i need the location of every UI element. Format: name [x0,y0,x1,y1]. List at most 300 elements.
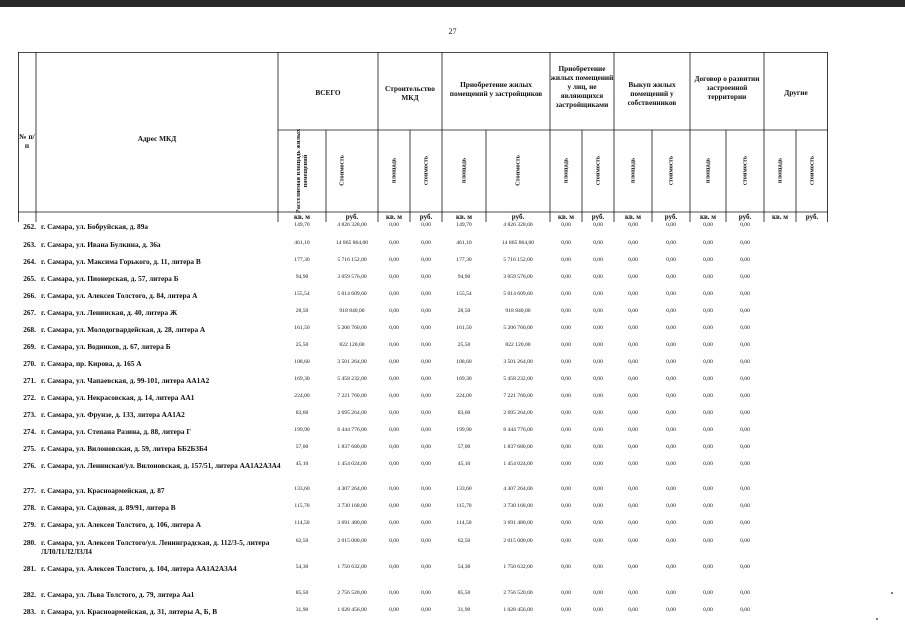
cell-territory-cost: 0,00 [740,486,750,492]
row-number: 274. [23,427,36,436]
cell-territory-area: 0,00 [703,308,713,314]
cell-territory-area: 0,00 [703,486,713,492]
row-number: 263. [23,240,36,249]
cell-nondeveloper-cost: 0,00 [593,520,603,526]
unit-construction-cost: руб. [419,213,433,221]
cell-buyout-cost: 0,00 [666,376,676,382]
cell-territory-cost: 0,00 [740,325,750,331]
cell-buyout-area: 0,00 [628,291,638,297]
cell-territory-area: 0,00 [703,325,713,331]
cell-developer-cost: 1 837 680,00 [503,444,533,450]
cell-total-cost: 3 059 576,00 [337,274,367,280]
cell-total-area: 114,50 [294,520,310,526]
cell-developer-cost: 2 756 520,00 [503,590,533,596]
cell-territory-cost: 0,00 [740,538,750,544]
header-num: № п/п [19,132,35,150]
cell-total-area: 85,50 [295,590,309,596]
scan-speck [876,618,878,620]
cell-buyout-area: 0,00 [628,461,638,467]
cell-total-area: 94,90 [295,274,309,280]
cell-buyout-area: 0,00 [628,240,638,246]
subheader-developer-area: площадь [460,157,468,184]
cell-buyout-cost: 0,00 [666,427,676,433]
cell-developer-area: 199,90 [456,427,472,433]
cell-construction-area: 0,00 [389,538,399,544]
cell-nondeveloper-cost: 0,00 [593,325,603,331]
unit-territory-area: кв. м [699,213,717,221]
cell-developer-area: 57,00 [457,444,471,450]
cell-construction-area: 0,00 [389,607,399,613]
cell-total-cost: 5 458 232,00 [337,376,367,382]
cell-nondeveloper-cost: 0,00 [593,427,603,433]
subheader-nondeveloper-area: площадь [562,157,570,184]
cell-nondeveloper-area: 0,00 [561,461,571,467]
row-address: г. Самара, ул. Бобруйская, д. 89а [41,222,148,231]
cell-total-area: 28,50 [295,308,309,314]
cell-buyout-cost: 0,00 [666,503,676,509]
row-address: г. Самара, ул. Красноармейская, д. 87 [41,486,165,495]
row-address: г. Самара, ул. Некрасовская, д. 14, литера АА1 [41,393,195,402]
header-address: Адрес МКД [137,134,177,143]
cell-buyout-cost: 0,00 [666,291,676,297]
cell-total-area: 83,60 [295,410,309,416]
cell-territory-cost: 0,00 [740,427,750,433]
cell-developer-cost: 6 444 776,00 [503,427,533,433]
cell-buyout-area: 0,00 [628,444,638,450]
cell-buyout-area: 0,00 [628,342,638,348]
cell-nondeveloper-cost: 0,00 [593,538,603,544]
cell-developer-area: 45,10 [457,461,471,467]
cell-total-area: 149,70 [294,222,310,228]
row-address: г. Самара, ул. Алексея Толстого, д. 104, литера АА1А2А3А4 [41,564,237,573]
cell-developer-area: 94,90 [457,274,471,280]
cell-buyout-cost: 0,00 [666,240,676,246]
cell-construction-area: 0,00 [389,564,399,570]
row-number: 267. [23,308,36,317]
cell-buyout-cost: 0,00 [666,486,676,492]
cell-nondeveloper-area: 0,00 [561,222,571,228]
cell-nondeveloper-cost: 0,00 [593,607,603,613]
cell-territory-cost: 0,00 [740,503,750,509]
cell-territory-cost: 0,00 [740,410,750,416]
subheader-territory-cost: стоимость [741,155,749,186]
cell-nondeveloper-cost: 0,00 [593,240,603,246]
cell-nondeveloper-area: 0,00 [561,538,571,544]
cell-construction-area: 0,00 [389,325,399,331]
cell-total-area: 177,30 [294,257,310,263]
cell-buyout-cost: 0,00 [666,520,676,526]
cell-construction-cost: 0,00 [421,607,431,613]
cell-buyout-cost: 0,00 [666,461,676,467]
row-address: г. Самара, ул. Красноармейская, д. 31, литеры А, Б, В [41,607,218,616]
cell-territory-cost: 0,00 [740,590,750,596]
row-number: 282. [23,590,36,599]
cell-total-area: 133,60 [294,486,310,492]
cell-territory-area: 0,00 [703,503,713,509]
cell-total-cost: 918 840,00 [339,308,365,314]
cell-developer-cost: 3 501 264,00 [503,359,533,365]
row-number: 269. [23,342,36,351]
cell-construction-area: 0,00 [389,257,399,263]
cell-nondeveloper-cost: 0,00 [593,274,603,280]
cell-construction-cost: 0,00 [421,240,431,246]
cell-developer-cost: 2 695 264,00 [503,410,533,416]
scan-top-border [0,0,905,7]
cell-nondeveloper-area: 0,00 [561,427,571,433]
cell-construction-area: 0,00 [389,274,399,280]
unit-territory-cost: руб. [738,213,752,221]
cell-buyout-cost: 0,00 [666,257,676,263]
cell-total-area: 155,54 [294,291,310,297]
cell-territory-area: 0,00 [703,410,713,416]
cell-nondeveloper-area: 0,00 [561,444,571,450]
cell-developer-cost: 3 691 480,00 [503,520,533,526]
cell-total-area: 224,00 [294,393,310,399]
cell-developer-area: 83,60 [457,410,471,416]
cell-developer-cost: 1 028 456,00 [503,607,533,613]
cell-construction-area: 0,00 [389,222,399,228]
cell-construction-area: 0,00 [389,461,399,467]
row-number: 272. [23,393,36,402]
row-number: 266. [23,291,36,300]
cell-developer-area: 54,30 [457,564,471,570]
row-address: г. Самара, ул. Ивана Булкина, д. 36а [41,240,161,249]
cell-buyout-cost: 0,00 [666,342,676,348]
cell-total-cost: 4 826 328,00 [337,222,367,228]
cell-construction-area: 0,00 [389,359,399,365]
cell-construction-area: 0,00 [389,308,399,314]
page-number: 27 [448,27,457,36]
cell-total-cost: 4 307 264,00 [337,486,367,492]
cell-buyout-area: 0,00 [628,486,638,492]
cell-buyout-area: 0,00 [628,564,638,570]
row-address: г. Самара, ул. Алексея Толстого/ул. Ленинградская, д. 112/3-5, литера ЛЛ0Л1Л2Л3Л4 [41,538,270,556]
cell-construction-area: 0,00 [389,444,399,450]
cell-developer-area: 115,70 [456,503,472,509]
cell-total-cost: 5 206 760,00 [337,325,367,331]
cell-buyout-area: 0,00 [628,325,638,331]
subheader-territory-area: площадь [704,157,712,184]
cell-construction-cost: 0,00 [421,538,431,544]
group-buyout: Выкуп жилых помещений у собственников [627,80,677,107]
cell-developer-area: 31,90 [457,607,471,613]
cell-nondeveloper-cost: 0,00 [593,393,603,399]
cell-buyout-cost: 0,00 [666,410,676,416]
cell-total-cost: 5 014 609,60 [337,291,367,297]
row-number: 280. [23,538,36,547]
cell-construction-cost: 0,00 [421,342,431,348]
unit-nondeveloper-area: кв. м [557,213,575,221]
cell-total-cost: 1 837 680,00 [337,444,367,450]
cell-construction-cost: 0,00 [421,291,431,297]
cell-total-cost: 7 221 760,00 [337,393,367,399]
cell-total-cost: 3 691 480,00 [337,520,367,526]
unit-developer-cost: руб. [511,213,525,221]
row-address: г. Самара, ул. Водников, д. 67, литера Б [41,342,171,351]
cell-buyout-cost: 0,00 [666,325,676,331]
cell-nondeveloper-area: 0,00 [561,257,571,263]
cell-construction-cost: 0,00 [421,444,431,450]
cell-total-cost: 2 015 000,00 [337,538,367,544]
cell-construction-cost: 0,00 [421,393,431,399]
subheader-total-cost: Стоимость [338,155,346,186]
row-address: г. Самара, ул. Вилоновская, д. 59, литера ББ2Б3Б4 [41,444,208,453]
cell-construction-cost: 0,00 [421,461,431,467]
row-address: г. Самара, ул. Степана Разина, д. 88, литера Г [41,427,192,436]
row-number: 278. [23,503,36,512]
cell-total-area: 108,60 [294,359,310,365]
cell-nondeveloper-area: 0,00 [561,325,571,331]
cell-developer-area: 133,60 [456,486,472,492]
cell-territory-cost: 0,00 [740,376,750,382]
cell-territory-cost: 0,00 [740,274,750,280]
unit-total-area: кв. м [293,213,311,221]
cell-territory-cost: 0,00 [740,564,750,570]
table-header [18,52,828,222]
cell-nondeveloper-cost: 0,00 [593,590,603,596]
cell-nondeveloper-cost: 0,00 [593,342,603,348]
row-number: 279. [23,520,36,529]
cell-territory-area: 0,00 [703,240,713,246]
cell-developer-area: 169,30 [456,376,472,382]
row-address: г. Самара, ул. Молодогвардейская, д. 28, литера А [41,325,206,334]
row-address: г. Самара, ул. Чапаевская, д. 99-101, литера АА1А2 [41,376,210,385]
cell-nondeveloper-cost: 0,00 [593,444,603,450]
cell-developer-cost: 5 014 609,60 [503,291,533,297]
cell-nondeveloper-area: 0,00 [561,274,571,280]
cell-territory-cost: 0,00 [740,393,750,399]
cell-total-cost: 2 695 264,00 [337,410,367,416]
unit-developer-area: кв. м [455,213,473,221]
cell-developer-cost: 1 750 632,00 [503,564,533,570]
scan-speck [891,592,893,594]
group-nondeveloper-purchase: Приобретение жилых помещений у лиц, не являющихся застройщиками [550,64,614,109]
cell-developer-area: 62,50 [457,538,471,544]
unit-buyout-area: кв. м [624,213,642,221]
cell-developer-cost: 5 716 152,00 [503,257,533,263]
cell-construction-cost: 0,00 [421,486,431,492]
cell-territory-area: 0,00 [703,376,713,382]
cell-buyout-area: 0,00 [628,538,638,544]
cell-total-cost: 2 756 520,00 [337,590,367,596]
cell-construction-cost: 0,00 [421,590,431,596]
cell-construction-cost: 0,00 [421,376,431,382]
cell-developer-cost: 3 730 168,00 [503,503,533,509]
cell-construction-area: 0,00 [389,393,399,399]
cell-buyout-cost: 0,00 [666,590,676,596]
cell-nondeveloper-cost: 0,00 [593,564,603,570]
cell-construction-area: 0,00 [389,240,399,246]
unit-buyout-cost: руб. [664,213,678,221]
cell-total-area: 115,70 [294,503,310,509]
cell-developer-cost: 4 307 264,00 [503,486,533,492]
cell-developer-cost: 3 059 576,00 [503,274,533,280]
cell-construction-area: 0,00 [389,291,399,297]
cell-territory-cost: 0,00 [740,607,750,613]
cell-total-area: 31,90 [295,607,309,613]
cell-total-area: 25,50 [295,342,309,348]
cell-territory-area: 0,00 [703,342,713,348]
cell-construction-cost: 0,00 [421,564,431,570]
cell-construction-cost: 0,00 [421,503,431,509]
cell-buyout-area: 0,00 [628,607,638,613]
cell-developer-area: 161,50 [456,325,472,331]
cell-construction-area: 0,00 [389,410,399,416]
row-number: 276. [23,461,36,470]
subheader-other-area: площадь [776,157,784,184]
cell-territory-cost: 0,00 [740,222,750,228]
group-total: ВСЕГО [315,88,341,97]
subheader-developer-cost: Стоимость [514,155,522,186]
cell-territory-area: 0,00 [703,222,713,228]
row-number: 264. [23,257,36,266]
row-number: 275. [23,444,36,453]
cell-buyout-area: 0,00 [628,376,638,382]
cell-buyout-area: 0,00 [628,308,638,314]
cell-developer-area: 461,10 [456,240,472,246]
cell-developer-area: 224,00 [456,393,472,399]
cell-buyout-cost: 0,00 [666,607,676,613]
cell-nondeveloper-area: 0,00 [561,486,571,492]
cell-construction-area: 0,00 [389,486,399,492]
cell-total-cost: 14 865 864,00 [335,240,369,246]
cell-developer-cost: 7 221 760,00 [503,393,533,399]
cell-territory-area: 0,00 [703,520,713,526]
cell-nondeveloper-area: 0,00 [561,376,571,382]
row-address: г. Самара, ул. Ленинская, д. 40, литера Ж [41,308,178,317]
cell-territory-cost: 0,00 [740,342,750,348]
cell-construction-area: 0,00 [389,503,399,509]
cell-total-cost: 1 750 632,00 [337,564,367,570]
cell-buyout-cost: 0,00 [666,538,676,544]
cell-construction-area: 0,00 [389,590,399,596]
row-number: 268. [23,325,36,334]
row-address: г. Самара, ул. Пионерская, д. 57, литера Б [41,274,179,283]
subheader-other-cost: стоимость [808,155,816,186]
unit-other-cost: руб. [805,213,819,221]
subheader-buyout-cost: стоимость [667,155,675,186]
cell-total-area: 161,50 [294,325,310,331]
row-number: 270. [23,359,36,368]
cell-developer-area: 155,54 [456,291,472,297]
cell-territory-area: 0,00 [703,291,713,297]
cell-territory-cost: 0,00 [740,240,750,246]
cell-buyout-area: 0,00 [628,503,638,509]
cell-buyout-cost: 0,00 [666,222,676,228]
cell-developer-cost: 4 826 328,00 [503,222,533,228]
unit-construction-area: кв. м [385,213,403,221]
row-address: г. Самара, пр. Кирова, д. 165 А [41,359,142,368]
cell-developer-cost: 1 454 024,00 [503,461,533,467]
cell-developer-area: 149,70 [456,222,472,228]
cell-territory-area: 0,00 [703,590,713,596]
cell-buyout-cost: 0,00 [666,274,676,280]
cell-construction-cost: 0,00 [421,520,431,526]
cell-total-cost: 6 444 776,00 [337,427,367,433]
cell-developer-cost: 5 458 232,00 [503,376,533,382]
cell-total-cost: 5 716 152,00 [337,257,367,263]
cell-territory-area: 0,00 [703,564,713,570]
row-address: г. Самара, ул. Алексея Толстого, д. 84, литера А [41,291,198,300]
cell-construction-cost: 0,00 [421,257,431,263]
cell-territory-cost: 0,00 [740,520,750,526]
cell-nondeveloper-cost: 0,00 [593,359,603,365]
cell-construction-cost: 0,00 [421,410,431,416]
row-number: 281. [23,564,36,573]
cell-territory-area: 0,00 [703,444,713,450]
cell-developer-cost: 822 120,00 [505,342,531,348]
cell-territory-area: 0,00 [703,427,713,433]
cell-buyout-cost: 0,00 [666,444,676,450]
cell-territory-area: 0,00 [703,274,713,280]
cell-buyout-cost: 0,00 [666,359,676,365]
subheader-construction-cost: стоимость [422,155,430,186]
group-developer-purchase: Приобретение жилых помещений у застройщиков [449,80,543,98]
cell-developer-area: 108,60 [456,359,472,365]
row-address: г. Самара, ул. Ленинская/ул. Вилоновская, д. 157/51, литера АА1А2А3А4 [41,461,281,470]
cell-buyout-area: 0,00 [628,427,638,433]
cell-nondeveloper-cost: 0,00 [593,257,603,263]
cell-total-cost: 3 501 264,00 [337,359,367,365]
cell-territory-area: 0,00 [703,538,713,544]
row-address: г. Самара, ул. Алексея Толстого, д. 106, литера А [41,520,201,529]
cell-nondeveloper-cost: 0,00 [593,461,603,467]
cell-construction-cost: 0,00 [421,427,431,433]
cell-nondeveloper-cost: 0,00 [593,291,603,297]
cell-total-area: 54,30 [295,564,309,570]
cell-developer-cost: 918 840,00 [505,308,531,314]
cell-nondeveloper-area: 0,00 [561,342,571,348]
group-territory-development: Договор о развитии застроенной территории [694,74,760,101]
cell-nondeveloper-cost: 0,00 [593,308,603,314]
cell-nondeveloper-area: 0,00 [561,291,571,297]
cell-developer-cost: 5 206 760,00 [503,325,533,331]
cell-nondeveloper-cost: 0,00 [593,503,603,509]
cell-buyout-area: 0,00 [628,393,638,399]
cell-buyout-area: 0,00 [628,590,638,596]
cell-buyout-cost: 0,00 [666,308,676,314]
cell-total-area: 57,00 [295,444,309,450]
cell-developer-cost: 14 865 864,00 [501,240,535,246]
cell-nondeveloper-cost: 0,00 [593,376,603,382]
cell-nondeveloper-area: 0,00 [561,410,571,416]
row-number: 283. [23,607,36,616]
subheader-buyout-area: площадь [629,157,637,184]
cell-territory-area: 0,00 [703,461,713,467]
row-address: г. Самара, ул. Садовая, д. 89/91, литера В [41,503,176,512]
cell-construction-cost: 0,00 [421,222,431,228]
cell-buyout-area: 0,00 [628,520,638,526]
cell-construction-cost: 0,00 [421,274,431,280]
cell-total-area: 45,10 [295,461,309,467]
cell-construction-cost: 0,00 [421,325,431,331]
cell-territory-cost: 0,00 [740,444,750,450]
cell-buyout-area: 0,00 [628,274,638,280]
cell-buyout-area: 0,00 [628,222,638,228]
cell-nondeveloper-cost: 0,00 [593,222,603,228]
cell-total-area: 62,50 [295,538,309,544]
cell-territory-cost: 0,00 [740,291,750,297]
cell-buyout-area: 0,00 [628,257,638,263]
cell-developer-area: 177,30 [456,257,472,263]
unit-total-cost: руб. [345,213,359,221]
row-number: 262. [23,222,36,231]
cell-total-cost: 3 730 168,00 [337,503,367,509]
row-address: г. Самара, ул. Фрунзе, д. 133, литера АА1А2 [41,410,185,419]
cell-total-area: 199,90 [294,427,310,433]
subheader-total-area: Расселяемая площадь жилых помещений [295,128,309,214]
cell-total-area: 169,30 [294,376,310,382]
